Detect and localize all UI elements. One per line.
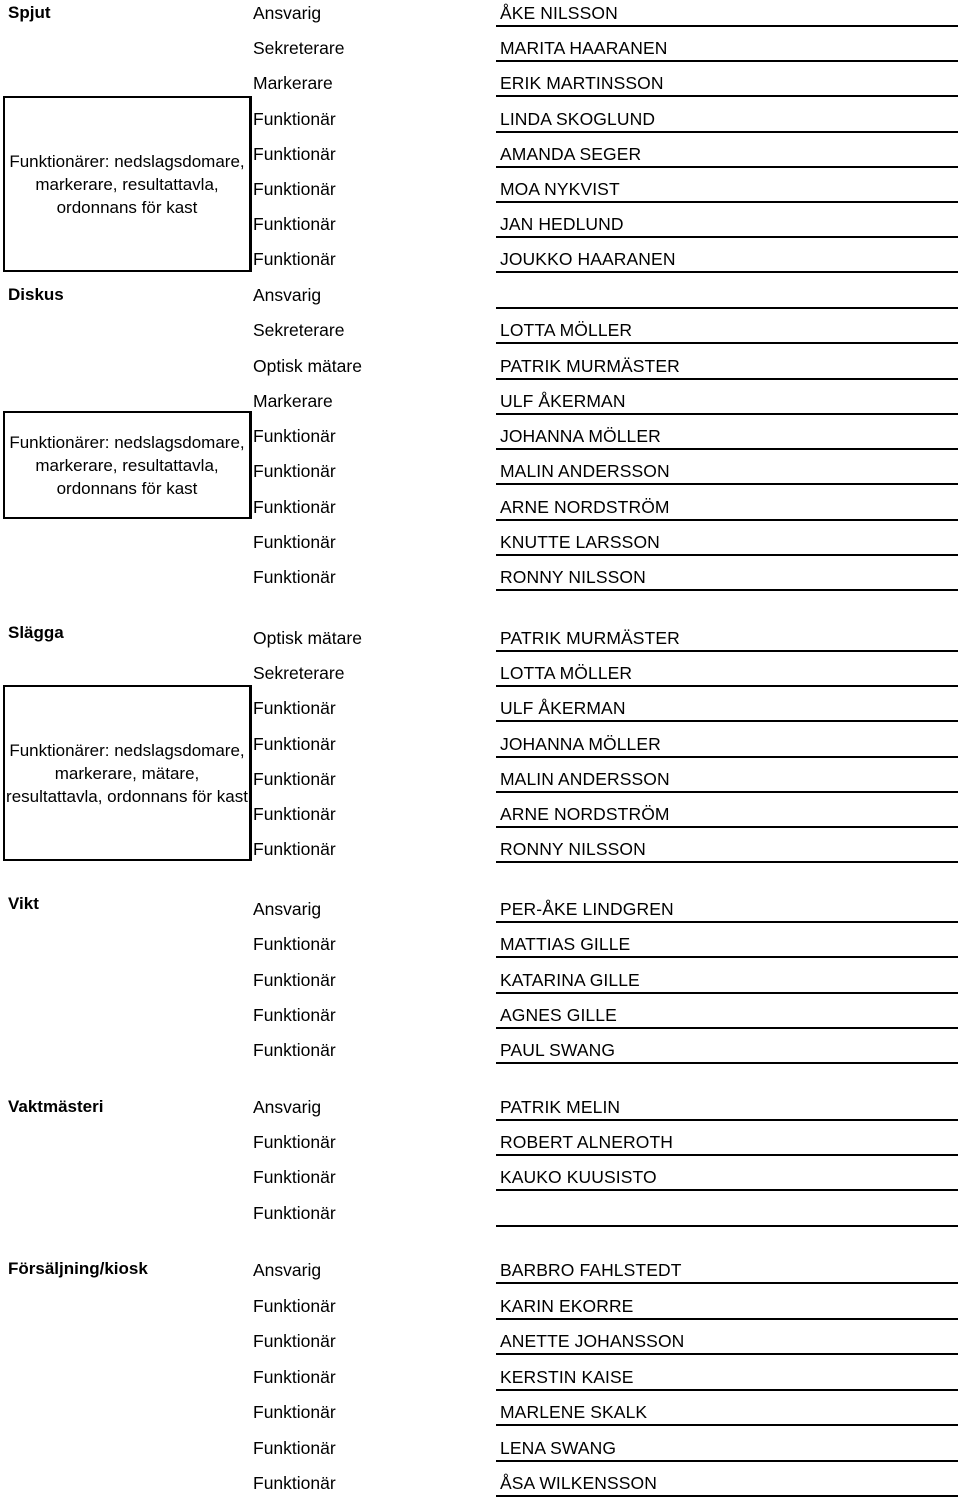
person-name: AGNES GILLE [500,1004,617,1025]
person-name: LINDA SKOGLUND [500,108,656,129]
role-label: Markerare [253,73,333,94]
person-name: JAN HEDLUND [500,214,624,235]
duties-text: Funktionärer: nedslagsdomare, markerare, resultattavla, ordonnans för kast [9,151,245,217]
person-name: ULF ÅKERMAN [500,698,626,719]
name-underline [496,166,958,168]
role-label: Markerare [253,390,333,411]
role-label: Funktionär [253,179,336,199]
person-name: LOTTA MÖLLER [500,663,633,684]
role-label: Funktionär [253,698,336,719]
person-name: KAUKO KUUSISTO [500,1167,657,1188]
person-name: JOHANNA MÖLLER [500,733,661,754]
person-name: KATARINA GILLE [500,969,640,990]
section-title: Slägga [8,623,64,642]
role-label: Funktionär [253,768,336,789]
person-name: MALIN ANDERSSON [500,461,670,482]
person-name: ANETTE JOHANSSON [500,1331,685,1351]
person-name: ÅKE NILSSON [500,3,618,23]
name-underline [496,25,958,27]
name-underline [496,756,958,758]
person-name: ERIK MARTINSSON [500,73,664,94]
person-name: MOA NYKVIST [500,179,620,199]
role-label: Funktionär [253,934,336,955]
person-name: MALIN ANDERSSON [500,768,670,789]
name-underline [496,1424,958,1426]
role-label: Optisk mätare [253,355,362,376]
role-label: Ansvarig [253,899,322,919]
name-underline [496,1282,958,1284]
role-label: Funktionär [253,426,336,446]
person-name: MATTIAS GILLE [500,934,631,955]
name-underline [496,413,958,415]
name-underline [496,342,958,344]
name-underline [496,589,958,591]
role-label: Ansvarig [253,3,322,23]
person-name: MARLENE SKALK [500,1402,648,1422]
role-label: Ansvarig [253,1260,322,1280]
name-underline [496,554,958,556]
name-underline [496,1225,958,1227]
role-label: Funktionär [253,531,336,552]
person-name: ARNE NORDSTRÖM [500,804,670,824]
name-underline [496,921,958,923]
role-label: Ansvarig [253,1097,322,1117]
section-title: Spjut [8,3,51,22]
person-name: PATRIK MURMÄSTER [500,628,680,648]
name-underline [496,131,958,133]
role-label: Funktionär [253,1132,336,1153]
person-name: ULF ÅKERMAN [500,390,626,411]
name-underline [496,95,958,97]
name-underline [496,1027,958,1029]
role-label: Sekreterare [253,320,345,341]
name-underline [496,720,958,722]
person-name: BARBRO FAHLSTEDT [500,1260,682,1280]
name-underline [496,60,958,62]
person-name: RONNY NILSSON [500,567,646,587]
name-underline [496,826,958,828]
role-label: Funktionär [253,496,336,517]
name-underline [496,448,958,450]
name-underline [496,791,958,793]
name-underline [496,1318,958,1320]
person-name: KARIN EKORRE [500,1295,634,1316]
role-label: Sekreterare [253,38,345,59]
name-underline [496,1062,958,1064]
role-label: Funktionär [253,804,336,824]
name-underline [496,1389,958,1391]
name-underline [496,1495,958,1497]
role-label: Funktionär [253,1004,336,1025]
name-underline [496,307,958,309]
role-label: Funktionär [253,1366,336,1387]
role-label: Funktionär [253,143,336,164]
name-underline [496,378,958,380]
name-underline [496,271,958,273]
role-label: Optisk mätare [253,628,362,648]
person-name: PER-ÅKE LINDGREN [500,899,674,919]
name-underline [496,1154,958,1156]
name-underline [496,992,958,994]
section-title: Försäljning/kiosk [8,1259,148,1278]
name-underline [496,483,958,485]
section-title: Diskus [8,285,64,304]
role-label: Funktionär [253,214,336,235]
name-underline [496,861,958,863]
person-name: RONNY NILSSON [500,839,646,860]
section-title: Vaktmästeri [8,1097,104,1116]
duties-box [3,96,252,272]
name-underline [496,650,958,652]
person-name: LOTTA MÖLLER [500,320,633,341]
section-title: Vikt [8,894,39,913]
role-label: Funktionär [253,1331,336,1351]
role-label: Funktionär [253,1295,336,1316]
role-label: Funktionär [253,1402,336,1422]
name-underline [496,1353,958,1355]
role-label: Funktionär [253,461,336,482]
role-label: Funktionär [253,1437,336,1458]
duties-box [3,685,252,861]
name-underline [496,685,958,687]
role-label: Funktionär [253,567,336,587]
duties-text: Funktionärer: nedslagsdomare, markerare, resultattavla, ordonnans för kast [9,432,245,498]
person-name: KNUTTE LARSSON [500,531,660,552]
role-label: Funktionär [253,1202,336,1223]
role-label: Sekreterare [253,663,345,684]
duties-box [3,411,252,519]
person-name: ROBERT ALNEROTH [500,1132,673,1153]
person-name: PATRIK MURMÄSTER [500,355,680,376]
role-label: Funktionär [253,108,336,129]
name-underline [496,201,958,203]
name-underline [496,1189,958,1191]
role-label: Funktionär [253,733,336,754]
role-label: Funktionär [253,839,336,860]
name-underline [496,519,958,521]
person-name: ARNE NORDSTRÖM [500,496,670,517]
duties-text: Funktionärer: nedslagsdomare, markerare, mätare, resultattavla, ordonnans för kast [6,740,248,806]
person-name: ÅSA WILKENSSON [500,1473,658,1493]
role-label: Funktionär [253,1167,336,1188]
role-label: Ansvarig [253,285,322,305]
person-name: PAUL SWANG [500,1040,616,1060]
role-label: Funktionär [253,1473,336,1493]
name-underline [496,1460,958,1462]
role-label: Funktionär [253,1040,336,1060]
person-name: JOUKKO HAARANEN [500,249,676,270]
person-name: JOHANNA MÖLLER [500,426,661,446]
role-label: Funktionär [253,249,336,270]
person-name: LENA SWANG [500,1437,617,1458]
name-underline [496,236,958,238]
person-name: MARITA HAARANEN [500,38,668,59]
person-name: PATRIK MELIN [500,1097,621,1117]
person-name: KERSTIN KAISE [500,1366,634,1387]
name-underline [496,1119,958,1121]
person-name: AMANDA SEGER [500,143,642,164]
role-label: Funktionär [253,969,336,990]
name-underline [496,956,958,958]
